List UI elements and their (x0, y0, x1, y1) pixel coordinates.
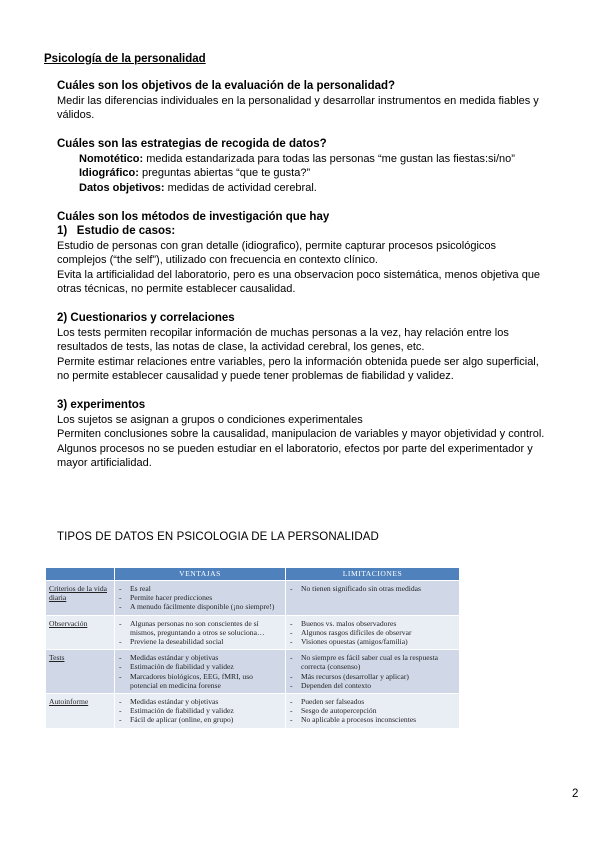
table-cell-category: Autoinforme (46, 694, 115, 728)
bullet-list (118, 653, 282, 690)
method-case-study-text: Estudio de personas con gran detalle (idiografico), permite capturar procesos psicológicos complejos (“the self”), utilizado con frecuencia en contexto clínico. (57, 239, 497, 266)
strategy-label: Datos objetivos: (79, 181, 165, 194)
list-item: - Algunos rasgos difíciles de observar (289, 628, 456, 637)
table-row (46, 694, 460, 728)
bullet-list (289, 619, 456, 647)
list-item: - Algunas personas no son conscientes de sí mismos, preguntando a otros se soluciona… (118, 619, 282, 637)
list-item: - Estimación de fiabilidad y validez (118, 706, 282, 715)
list-item: - Fácil de aplicar (online, en grupo) (118, 715, 282, 724)
list-item: - Visiones opuestas (amigos/familia) (289, 637, 456, 646)
table-cell-limitaciones (286, 581, 460, 616)
bullet-list (118, 584, 282, 612)
strategy-label: Nomotético: (79, 152, 144, 165)
table-cell-ventajas (115, 581, 286, 616)
table-header-ventajas: VENTAJAS (115, 568, 286, 581)
objectives-answer: Medir las diferencias individuales en la personalidad y desarrollar instrumentos en medida fiables y válidos. (57, 94, 539, 121)
bullet-list (118, 697, 282, 725)
method-case-study-text-2: Evita la artificialidad del laboratorio, pero es una observacion poco sistemática, menos objetiva que otras técnicas, no permite establecer causalidad. (57, 268, 541, 295)
table-cell-limitaciones (286, 694, 460, 728)
strategy-text: medida estandarizada para todas las personas “me gustan las fiestas:si/no” (146, 152, 515, 165)
strategy-item (79, 152, 547, 167)
table-cell-ventajas (115, 694, 286, 728)
question-strategies: Cuáles son las estrategias de recogida de datos? (57, 138, 327, 150)
method-questionnaires-text-2: Permite estimar relaciones entre variables, pero la información obtenida puede ser algo superficial, no permite establecer causalidad y puede tener problemas de fiabilidad y validez. (57, 355, 539, 382)
list-item: - No siempre es fácil saber cual es la respuesta correcta (consenso) (289, 653, 456, 671)
list-item: - Permite hacer predicciones (118, 593, 282, 602)
list-item: - Estimación de fiabilidad y validez (118, 662, 282, 671)
list-item: - Medidas estándar y objetivas (118, 653, 282, 662)
bullet-list (289, 653, 456, 690)
list-item: - No tienen significado sin otras medidas (289, 584, 456, 593)
table-row (46, 650, 460, 694)
list-item: - Previene la deseabilidad social (118, 637, 282, 646)
table-row (46, 615, 460, 650)
list-item: - Dependen del contexto (289, 681, 456, 690)
strategy-label: Idiográfico: (79, 167, 139, 179)
page-title: Psicología de la personalidad (44, 53, 206, 65)
data-types-table (46, 568, 460, 728)
strategy-item (79, 181, 547, 196)
strategy-list (57, 152, 547, 196)
table-header-empty (46, 568, 115, 581)
table-header-row (46, 568, 460, 581)
question-objectives: Cuáles son los objetivos de la evaluación de la personalidad? (57, 80, 396, 92)
table-cell-category: Observación (46, 615, 115, 650)
method-experiments-text-2: Permiten conclusiones sobre la causalidad, manipulacion de variables y mayor objetividad y control. (57, 428, 545, 440)
list-item: - Marcadores biológicos, EEG, fMRI, uso potencial en medicina forense (118, 672, 282, 690)
list-item: - Es real (118, 584, 282, 593)
list-item: - No aplicable a procesos inconscientes (289, 715, 456, 724)
method-questionnaires-title: 2) Cuestionarios y correlaciones (57, 312, 235, 324)
data-types-heading: TIPOS DE DATOS EN PSICOLOGIA DE LA PERSONALIDAD (57, 531, 379, 543)
table-cell-limitaciones (286, 615, 460, 650)
list-item: - Buenos vs. malos observadores (289, 619, 456, 628)
list-item: - Sesgo de autopercepción (289, 706, 456, 715)
table-cell-ventajas (115, 650, 286, 694)
list-item: - Medidas estándar y objetivas (118, 697, 282, 706)
method-experiments-text-3: Algunos procesos no se pueden estudiar en el laboratorio, efectos por parte del experimentador y mayor artificialidad. (57, 442, 533, 469)
bullet-list (118, 619, 282, 647)
method-case-study-title: 1) Estudio de casos: (57, 225, 176, 237)
method-experiments-title: 3) experimentos (57, 399, 146, 411)
list-item: - Pueden ser falseados (289, 697, 456, 706)
strategy-text: medidas de actividad cerebral. (167, 181, 317, 194)
strategy-text: preguntas abiertas “que te gusta?” (141, 167, 311, 179)
table-cell-ventajas (115, 615, 286, 650)
table-cell-category: Tests (46, 650, 115, 694)
strategy-item (79, 166, 547, 181)
list-item: - Más recursos (desarrollar y aplicar) (289, 672, 456, 681)
table-cell-limitaciones (286, 650, 460, 694)
bullet-list (289, 584, 456, 593)
main-content (57, 79, 547, 471)
table-header-limitaciones: LIMITACIONES (286, 568, 460, 581)
method-experiments-text: Los sujetos se asignan a grupos o condiciones experimentales (57, 413, 363, 426)
bullet-list (289, 697, 456, 725)
page-number: 2 (572, 788, 579, 800)
method-questionnaires-text: Los tests permiten recopilar información de muchas personas a la vez, hay relación entre los resultados de tests, las notas de clase, la actividad cerebral, los genes, etc. (57, 326, 509, 353)
list-item: - A menudo fácilmente disponible (¡no siempre!) (118, 602, 282, 611)
table-row (46, 581, 460, 616)
question-methods: Cuáles son los métodos de investigación que hay (57, 210, 330, 223)
table-cell-category: Criterios de la vida diaria (46, 581, 115, 616)
